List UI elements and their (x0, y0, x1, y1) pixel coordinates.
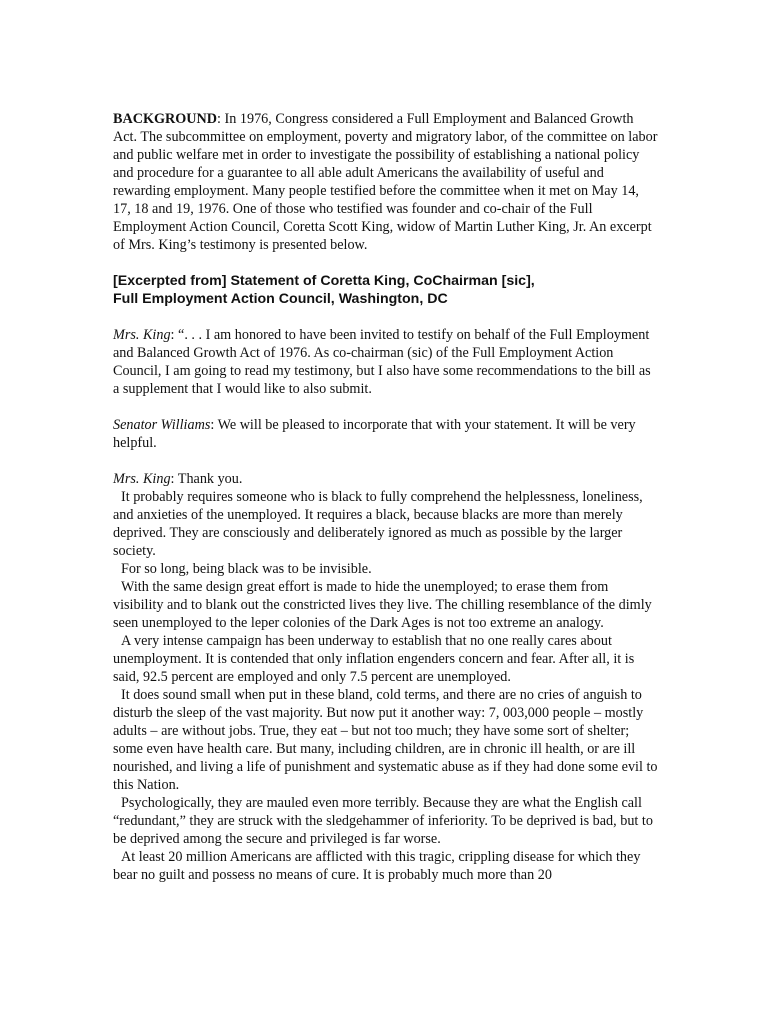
testimony-paragraph: It does sound small when put in these bland, cold terms, and there are no cries of anguish to disturb the sleep of the vast majority. But now put it another way: 7, 003,000 people – mostly adults – are without jobs. True, they eat – but not too much; they have some sort of shelter; some even have health care. But many, including children, are in chronic ill health, or are ill nourished, and living a life of punishment and systematic abuse as if they had done some evil to this Nation. (113, 687, 658, 793)
testimony-paragraph: It probably requires someone who is black to fully comprehend the helplessness, loneliness, and anxieties of the unemployed. It requires a black, because blacks are more than merely deprived. They are consciously and deliberately ignored as much as possible by the larger society. (113, 489, 643, 559)
speaker-text: : We will be pleased to incorporate that with your statement. It will be very helpful. (113, 417, 636, 451)
excerpt-heading (113, 272, 658, 308)
testimony-paragraph: With the same design great effort is made to hide the unemployed; to erase them from visibility and to blank out the constricted lives they live. The chilling resemblance of the dimly seen unemployed to the leper colonies of the Dark Ages is not too extreme an analogy. (113, 579, 652, 631)
testimony-paragraph: Psychologically, they are mauled even more terribly. Because they are what the English call “redundant,” they are struck with the sledgehammer of inferiority. To be deprived is bad, but to be deprived among the secure and privileged is far worse. (113, 795, 653, 847)
background-text: : In 1976, Congress considered a Full Employment and Balanced Growth Act. The subcommittee on employment, poverty and migratory labor, of the committee on labor and public welfare met in order to investigate the possibility of establishing a national policy and procedure for a guarantee to all able adult Americans the availability of useful and rewarding employment. Many people testified before the committee when it met on May 14, 17, 18 and 19, 1976. One of those who testified was founder and co-chair of the Full Employment Action Council, Coretta Scott King, widow of Martin Luther King, Jr. An excerpt of Mrs. King’s testimony is presented below. (113, 111, 658, 253)
speaker-name: Mrs. King (113, 471, 171, 487)
exchange-paragraph (113, 326, 658, 398)
background-label: BACKGROUND (113, 111, 218, 127)
exchange-paragraph (113, 416, 658, 452)
spacer (113, 452, 658, 470)
document-page (113, 110, 658, 884)
testimony-paragraph: At least 20 million Americans are afflicted with this tragic, crippling disease for which they bear no guilt and possess no means of cure. It is probably much more than 20 (113, 849, 641, 883)
testimony-paragraph: For so long, being black was to be invisible. (121, 561, 372, 577)
speaker-text: : “. . . I am honored to have been invited to testify on behalf of the Full Employment and Balanced Growth Act of 1976. As co-chairman (sic) of the Full Employment Action Council, I am going to read my testimony, but I also have some recommendations to the bill as a supplement that I would like to also submit. (113, 327, 651, 397)
spacer (113, 254, 658, 272)
spacer (113, 308, 658, 326)
excerpt-heading-line-1: [Excerpted from] Statement of Coretta King, CoChairman [sic], (113, 273, 535, 289)
spacer (113, 398, 658, 416)
testimony-paragraph: A very intense campaign has been underway to establish that no one really cares about unemployment. It is contended that only inflation engenders concern and fear. After all, it is said, 92.5 percent are employed and only 7.5 percent are unemployed. (113, 633, 635, 685)
speaker-name: Senator Williams (113, 417, 211, 433)
speaker-text: : Thank you. (170, 471, 243, 487)
excerpt-heading-line-2: Full Employment Action Council, Washington, DC (113, 291, 448, 307)
background-paragraph (113, 110, 658, 254)
exchange-paragraph (113, 470, 658, 488)
speaker-name: Mrs. King (113, 327, 171, 343)
